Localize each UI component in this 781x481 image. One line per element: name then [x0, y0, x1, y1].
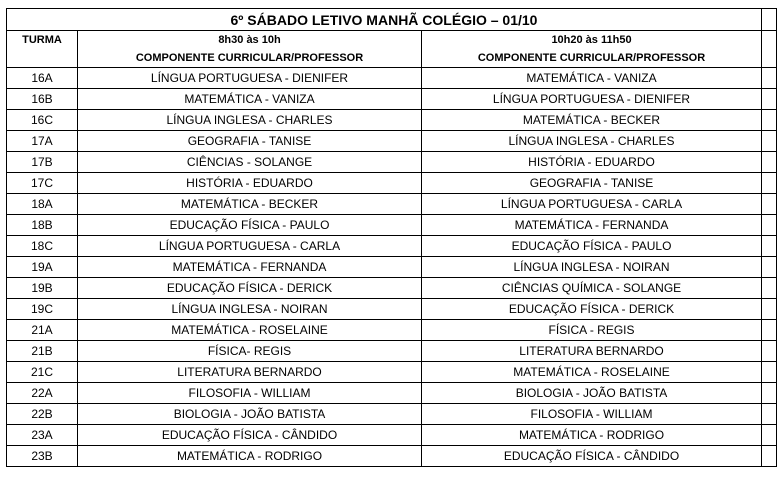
- period-1-time: 8h30 às 10h: [218, 34, 281, 46]
- empty-cell: [762, 89, 777, 110]
- period-1-cell: MATEMÁTICA - ROSELAINE: [78, 320, 422, 341]
- turma-cell: 18B: [7, 215, 78, 236]
- table-row: [7, 152, 777, 173]
- period-1-cell: FÍSICA- REGIS: [78, 341, 422, 362]
- period-1-cell: CIÊNCIAS - SOLANGE: [78, 152, 422, 173]
- schedule-table: [6, 8, 777, 467]
- table-row: [7, 89, 777, 110]
- table-row: [7, 131, 777, 152]
- period-2-cell: EDUCAÇÃO FÍSICA - PAULO: [422, 236, 762, 257]
- schedule-document: [6, 8, 777, 467]
- table-row: [7, 299, 777, 320]
- table-row: [7, 257, 777, 278]
- empty-cell: [762, 257, 777, 278]
- period-2-time: 10h20 às 11h50: [551, 34, 632, 46]
- period-2-cell: LÍNGUA INGLESA - CHARLES: [422, 131, 762, 152]
- table-row: [7, 362, 777, 383]
- period-1-cell: BIOLOGIA - JOÃO BATISTA: [78, 404, 422, 425]
- table-row: [7, 320, 777, 341]
- period-1-cell: MATEMÁTICA - FERNANDA: [78, 257, 422, 278]
- table-row: [7, 173, 777, 194]
- period-1-cell: MATEMÁTICA - VANIZA: [78, 89, 422, 110]
- period-1-cell: MATEMÁTICA - BECKER: [78, 194, 422, 215]
- table-row: [7, 383, 777, 404]
- period-1-cell: EDUCAÇÃO FÍSICA - DERICK: [78, 278, 422, 299]
- empty-cell: [762, 425, 777, 446]
- period-1-cell: LÍNGUA PORTUGUESA - CARLA: [78, 236, 422, 257]
- period-2-cell: MATEMÁTICA - ROSELAINE: [422, 362, 762, 383]
- empty-cell: [762, 215, 777, 236]
- empty-cell: [762, 68, 777, 89]
- empty-cell: [762, 9, 777, 31]
- period-2-cell: FILOSOFIA - WILLIAM: [422, 404, 762, 425]
- table-row: [7, 68, 777, 89]
- table-row: [7, 425, 777, 446]
- turma-cell: 16A: [7, 68, 78, 89]
- empty-cell: [762, 110, 777, 131]
- period-1-cell: EDUCAÇÃO FÍSICA - CÂNDIDO: [78, 425, 422, 446]
- empty-cell: [762, 341, 777, 362]
- turma-cell: 18A: [7, 194, 78, 215]
- table-row: [7, 236, 777, 257]
- period-2-cell: FÍSICA - REGIS: [422, 320, 762, 341]
- turma-cell: 19B: [7, 278, 78, 299]
- period-2-component-label: COMPONENTE CURRICULAR/PROFESSOR: [477, 52, 706, 64]
- period-2-cell: LÍNGUA PORTUGUESA - DIENIFER: [422, 89, 762, 110]
- period-1-cell: LÍNGUA INGLESA - CHARLES: [78, 110, 422, 131]
- empty-cell: [762, 320, 777, 341]
- header-row: [7, 31, 777, 68]
- period-2-cell: LÍNGUA PORTUGUESA - CARLA: [422, 194, 762, 215]
- turma-cell: 19C: [7, 299, 78, 320]
- period-2-cell: LÍNGUA INGLESA - NOIRAN: [422, 257, 762, 278]
- turma-cell: 21A: [7, 320, 78, 341]
- empty-cell: [762, 194, 777, 215]
- table-row: [7, 194, 777, 215]
- empty-cell: [762, 299, 777, 320]
- period-1-cell: LÍNGUA PORTUGUESA - DIENIFER: [78, 68, 422, 89]
- period-1-cell: EDUCAÇÃO FÍSICA - PAULO: [78, 215, 422, 236]
- period-2-cell: LITERATURA BERNARDO: [422, 341, 762, 362]
- schedule-rows: [7, 68, 777, 467]
- empty-cell: [762, 446, 777, 467]
- header-period-1: [78, 31, 422, 68]
- table-title: 6º SÁBADO LETIVO MANHÃ COLÉGIO – 01/10: [7, 9, 762, 31]
- turma-cell: 16C: [7, 110, 78, 131]
- period-1-cell: LITERATURA BERNARDO: [78, 362, 422, 383]
- table-row: [7, 341, 777, 362]
- period-2-cell: EDUCAÇÃO FÍSICA - DERICK: [422, 299, 762, 320]
- period-1-cell: HISTÓRIA - EDUARDO: [78, 173, 422, 194]
- header-period-2: [422, 31, 762, 68]
- turma-cell: 21C: [7, 362, 78, 383]
- turma-cell: 23A: [7, 425, 78, 446]
- turma-cell: 17A: [7, 131, 78, 152]
- period-2-cell: GEOGRAFIA - TANISE: [422, 173, 762, 194]
- turma-cell: 17C: [7, 173, 78, 194]
- turma-cell: 23B: [7, 446, 78, 467]
- table-row: [7, 278, 777, 299]
- empty-cell: [762, 131, 777, 152]
- table-row: [7, 446, 777, 467]
- empty-cell: [762, 236, 777, 257]
- empty-cell: [762, 152, 777, 173]
- period-1-cell: LÍNGUA INGLESA - NOIRAN: [78, 299, 422, 320]
- empty-cell: [762, 362, 777, 383]
- period-1-cell: GEOGRAFIA - TANISE: [78, 131, 422, 152]
- turma-cell: 19A: [7, 257, 78, 278]
- period-2-cell: BIOLOGIA - JOÃO BATISTA: [422, 383, 762, 404]
- period-1-cell: FILOSOFIA - WILLIAM: [78, 383, 422, 404]
- turma-cell: 18C: [7, 236, 78, 257]
- period-1-component-label: COMPONENTE CURRICULAR/PROFESSOR: [135, 52, 364, 64]
- period-2-cell: MATEMÁTICA - FERNANDA: [422, 215, 762, 236]
- table-row: [7, 215, 777, 236]
- empty-cell: [762, 173, 777, 194]
- turma-cell: 16B: [7, 89, 78, 110]
- table-row: [7, 404, 777, 425]
- empty-cell: [762, 31, 777, 68]
- turma-cell: 21B: [7, 341, 78, 362]
- turma-cell: 17B: [7, 152, 78, 173]
- period-2-cell: MATEMÁTICA - RODRIGO: [422, 425, 762, 446]
- period-2-cell: EDUCAÇÃO FÍSICA - CÂNDIDO: [422, 446, 762, 467]
- period-2-cell: MATEMÁTICA - VANIZA: [422, 68, 762, 89]
- table-row: [7, 110, 777, 131]
- period-1-cell: MATEMÁTICA - RODRIGO: [78, 446, 422, 467]
- empty-cell: [762, 278, 777, 299]
- period-2-cell: HISTÓRIA - EDUARDO: [422, 152, 762, 173]
- period-2-cell: MATEMÁTICA - BECKER: [422, 110, 762, 131]
- turma-cell: 22B: [7, 404, 78, 425]
- header-turma: TURMA: [7, 31, 78, 68]
- empty-cell: [762, 383, 777, 404]
- turma-cell: 22A: [7, 383, 78, 404]
- period-2-cell: CIÊNCIAS QUÍMICA - SOLANGE: [422, 278, 762, 299]
- empty-cell: [762, 404, 777, 425]
